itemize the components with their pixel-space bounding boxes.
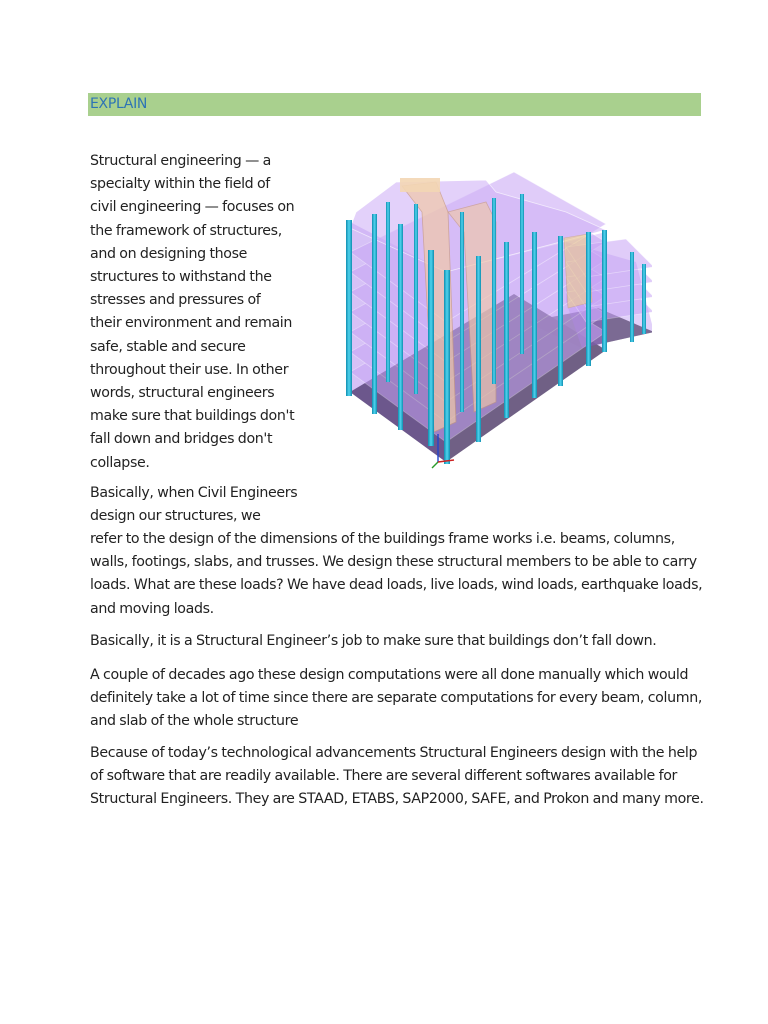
paragraph-4: A couple of decades ago these design computations were all done manually which would definitely take a lot of time since there are separate computations for every beam, column, and slab of the whole structure	[90, 667, 703, 730]
heading-bar	[88, 93, 701, 116]
text-line: words, structural engineers	[90, 385, 275, 402]
text-line: Structural engineering — a	[90, 153, 271, 169]
text-line: civil engineering — focuses on	[90, 199, 295, 216]
text-line: stresses and pressures of	[90, 292, 261, 309]
section-heading: EXPLAIN	[90, 96, 148, 112]
text-line: make sure that buildings don't	[90, 408, 295, 425]
text-line: specialty within the field of	[90, 176, 270, 193]
text-line: Basically, when Civil Engineers	[90, 485, 298, 501]
text-line: their environment and remain	[90, 315, 293, 332]
3d-structural-frame-model	[336, 172, 652, 488]
text-line: structures to withstand the	[90, 269, 272, 286]
text-line: and on designing those	[90, 245, 248, 262]
text-line: throughout their use. In other	[90, 361, 289, 378]
paragraph-3: Basically, it is a Structural Engineer’s job to make sure that buildings don’t fall down.	[90, 633, 657, 649]
core-wall-top	[400, 178, 440, 192]
text-line: safe, stable and secure	[90, 338, 246, 355]
paragraph-2-lead	[90, 482, 305, 528]
text-line: design our structures, we	[90, 508, 261, 525]
paragraph-5: Because of today’s technological advancements Structural Engineers design with the help of software that are readily available. There are several different softwares available for Structural Engineers. They are STAAD, ETABS, SAP2000, SAFE, and Prokon and many more.	[90, 745, 704, 808]
intro-paragraph	[90, 150, 305, 475]
paragraph-2-continuation: refer to the design of the dimensions of the buildings frame works i.e. beams, columns, walls, footings, slabs, and trusses. We design these structural members to be able to carry loads. What are these loads? We have dead loads, live loads, wind loads, earthquake loads, and moving loads.	[90, 531, 703, 617]
text-line: collapse.	[90, 454, 150, 471]
text-line: the framework of structures,	[90, 222, 282, 239]
text-line: fall down and bridges don't	[90, 431, 273, 448]
